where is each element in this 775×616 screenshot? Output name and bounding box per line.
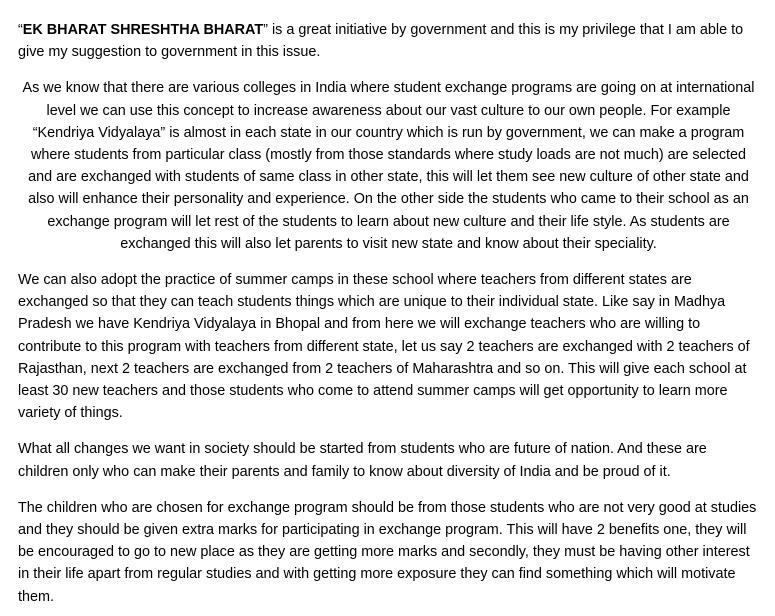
open-quote: “ xyxy=(18,22,23,38)
paragraph-intro xyxy=(18,19,759,63)
paragraph-exchange-selection: The children who are chosen for exchange program should be from those students who are not very good at studies and they should be given extra marks for participating in exchange program. This will have 2 benefits one, they will be encouraged to go to new place as they are getting more marks and secondly, they must be having other interest in their life apart from regular studies and with getting more exposure they can find something which will motivate them. xyxy=(18,499,757,605)
initiative-title: EK BHARAT SHRESHTHA BHARAT xyxy=(22,22,264,38)
intro-text: ” is a great initiative by government and this is my privilege that I am able to give my suggestion to government in this issue. xyxy=(18,22,744,61)
paragraph-summer-camps: We can also adopt the practice of summer camps in these school where teachers from different states are exchanged so that they can teach students things which are unique to their individual state. Like say in Madhya Pradesh we have Kendriya Vidyalaya in Bhopal and from here we will exchange teachers who are willing to contribute to this program with teachers from different state, let us say 2 teachers are exchanged with 2 teachers of Rajasthan, next 2 teachers are exchanged from 2 teachers of Maharashtra and so on. This will give each school at least 30 new teachers and those students who come to attend summer camps will get opportunity to learn more variety of things. xyxy=(18,272,750,422)
paragraph-student-exchange: As we know that there are various colleges in India where student exchange programs are going on at international level we can use this concept to increase awareness about our vast culture to our own people. For example “Kendriya Vidyalaya” is almost in each state in our country which is run by government, we can make a program where students from particular class (mostly from those standards where study loads are not much) are selected and are exchanged with students of same class in other state, this will let them see new culture of other state and also will enhance their personality and experience. On the other side the students who came to their school as an exchange program will let rest of the students to learn about new culture and their life style. As students are exchanged this will also let parents to visit new state and know about their speciality. xyxy=(22,80,755,252)
paragraph-society-changes: What all changes we want in society should be started from students who are future of nation. And these are children only who can make their parents and family to know about diversity of India and be proud of it. xyxy=(18,441,707,480)
